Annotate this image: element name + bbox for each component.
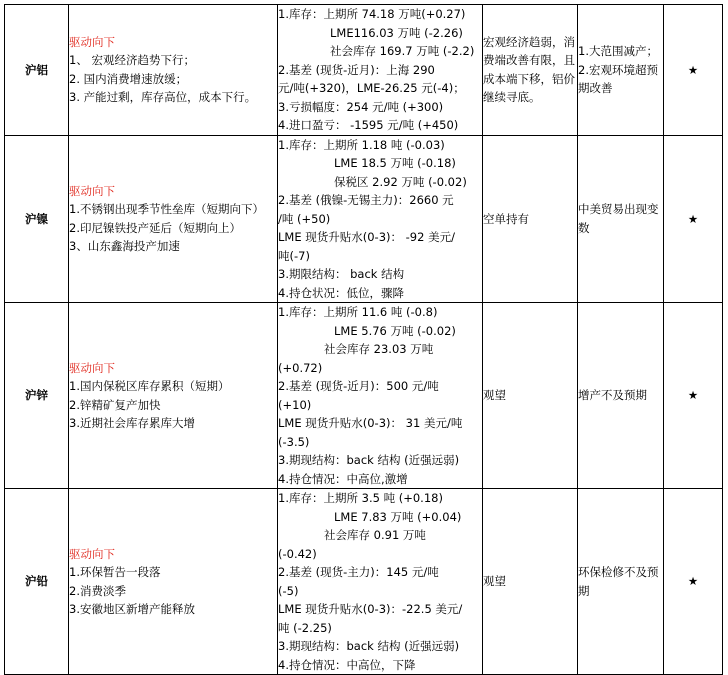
data-line: LME 现货升贴水(0-3)： -92 美元/ <box>278 230 455 244</box>
data-line: 3.期现结构：back 结构 (近强远弱) <box>278 453 460 467</box>
data-cell <box>278 135 483 303</box>
data-line: 吨(-7) <box>278 248 310 263</box>
driver-cell <box>69 489 278 675</box>
risk-text: 中美贸易出现变数 <box>578 202 659 235</box>
data-line: 保税区 2.92 万吨 (-0.02) <box>334 174 467 189</box>
data-line: LME 7.83 万吨 (+0.04) <box>334 509 462 524</box>
star-icon: ★ <box>664 489 723 675</box>
view-text: 宏观经济趋弱，消费端改善有限，且成本端下移，铝价继续寻底。 <box>483 34 575 105</box>
data-line: 2.基差 (现货-近月)：500 元/吨 <box>278 379 439 393</box>
driver-title: 驱动向下 <box>69 546 115 561</box>
risk-text: 1.大范围减产；2.宏观环境超预期改善 <box>578 44 658 95</box>
data-cell <box>278 303 483 489</box>
data-line: (-3.5) <box>278 434 310 449</box>
driver-cell <box>69 5 278 136</box>
view-text: 观望 <box>483 388 506 403</box>
commodity-name: 沪锌 <box>5 303 69 489</box>
data-cell <box>278 489 483 675</box>
table-row-zn <box>5 303 723 489</box>
data-line: LME 现货升贴水(0-3)： 31 美元/吨 <box>278 416 463 430</box>
driver-title: 驱动向下 <box>69 183 115 198</box>
table-row-pb <box>5 489 723 675</box>
table-row-al <box>5 5 723 136</box>
commodity-name: 沪铅 <box>5 489 69 675</box>
driver-item: 2.印尼镍铁投产延后（短期向上） <box>69 220 241 235</box>
view-cell <box>483 5 578 136</box>
driver-item: 2.锌精矿复产加快 <box>69 397 161 412</box>
commodity-table <box>4 4 723 675</box>
driver-item: 1.国内保税区库存累积（短期） <box>69 379 230 393</box>
risk-cell <box>578 303 664 489</box>
risk-cell <box>578 135 664 303</box>
data-line: 2.基差 (现货-主力)：145 元/吨 <box>278 565 439 579</box>
view-cell <box>483 489 578 675</box>
driver-title: 驱动向下 <box>69 34 115 49</box>
driver-item: 1、 宏观经济趋势下行； <box>69 53 195 68</box>
data-line: /吨 (+50) <box>278 211 331 226</box>
star-icon: ★ <box>664 135 723 303</box>
data-line: LME 现货升贴水(0-3)：-22.5 美元/ <box>278 602 463 616</box>
view-cell <box>483 303 578 489</box>
driver-item: 2. 国内消费增速放缓； <box>69 71 188 86</box>
data-line: 社会库存 23.03 万吨 <box>324 342 434 356</box>
driver-item: 3.安徽地区新增产能释放 <box>69 602 195 616</box>
data-line: 2.基差 (现货-近月)：上海 290 <box>278 62 435 77</box>
star-icon: ★ <box>664 303 723 489</box>
driver-cell <box>69 303 278 489</box>
driver-item: 3.近期社会库存累库大增 <box>69 416 195 430</box>
data-cell <box>278 5 483 136</box>
risk-cell <box>578 489 664 675</box>
data-line: (-5) <box>278 583 299 598</box>
data-line: 1.库存：上期所 74.18 万吨(+0.27) <box>278 7 466 21</box>
data-line: 2.基差 (俄镍-无锡主力)：2660 元 <box>278 193 454 207</box>
data-line: 1.库存：上期所 3.5 吨 (+0.18) <box>278 491 443 505</box>
data-line: 社会库存 0.91 万吨 <box>324 528 426 542</box>
risk-text: 环保检修不及预期 <box>578 565 659 598</box>
data-line: 4.持仓情况：中高位，下降 <box>278 657 416 672</box>
view-text: 空单持有 <box>483 211 529 226</box>
data-line: 4.进口盈亏： -1595 元/吨 (+450) <box>278 118 459 132</box>
risk-cell <box>578 5 664 136</box>
data-line: 3.期限结构： back 结构 <box>278 267 405 281</box>
driver-item: 1.不锈钢出现季节性垒库（短期向下） <box>69 202 264 217</box>
driver-title: 驱动向下 <box>69 360 115 375</box>
data-line: LME 5.76 万吨 (-0.02) <box>334 323 456 338</box>
data-line: 3.亏损幅度：254 元/吨 (+300) <box>278 99 444 114</box>
data-line: 吨 (-2.25) <box>278 620 332 635</box>
data-line: LME 18.5 万吨 (-0.18) <box>334 156 456 170</box>
data-line: 1.库存：上期所 1.18 吨 (-0.03) <box>278 137 445 152</box>
data-line: 4.持仓状况：低位，骤降 <box>278 285 404 300</box>
risk-text: 增产不及预期 <box>578 388 647 403</box>
data-line: (+10) <box>278 397 312 412</box>
driver-item: 2.消费淡季 <box>69 583 126 598</box>
commodity-name: 沪镍 <box>5 135 69 303</box>
data-line: LME116.03 万吨 (-2.26) <box>330 25 463 40</box>
commodity-name: 沪铝 <box>5 5 69 136</box>
data-line: (-0.42) <box>278 546 317 561</box>
table-row-ni <box>5 135 723 303</box>
driver-item: 3、山东鑫海投产加速 <box>69 239 180 254</box>
data-line: 1.库存：上期所 11.6 吨 (-0.8) <box>278 305 438 319</box>
star-icon: ★ <box>664 5 723 136</box>
data-line: (+0.72) <box>278 360 323 375</box>
driver-cell <box>69 135 278 303</box>
data-line: 3.期现结构：back 结构 (近强远弱) <box>278 639 460 653</box>
data-line: 4.持仓情况：中高位,激增 <box>278 471 408 486</box>
view-text: 观望 <box>483 574 506 589</box>
view-cell <box>483 135 578 303</box>
data-line: 社会库存 169.7 万吨 (-2.2) <box>330 44 475 58</box>
data-line: 元/吨(+320)，LME-26.25 元(-4)； <box>278 81 465 95</box>
driver-item: 1.环保暂告一段落 <box>69 565 161 579</box>
driver-item: 3. 产能过剩，库存高位，成本下行。 <box>69 90 257 105</box>
